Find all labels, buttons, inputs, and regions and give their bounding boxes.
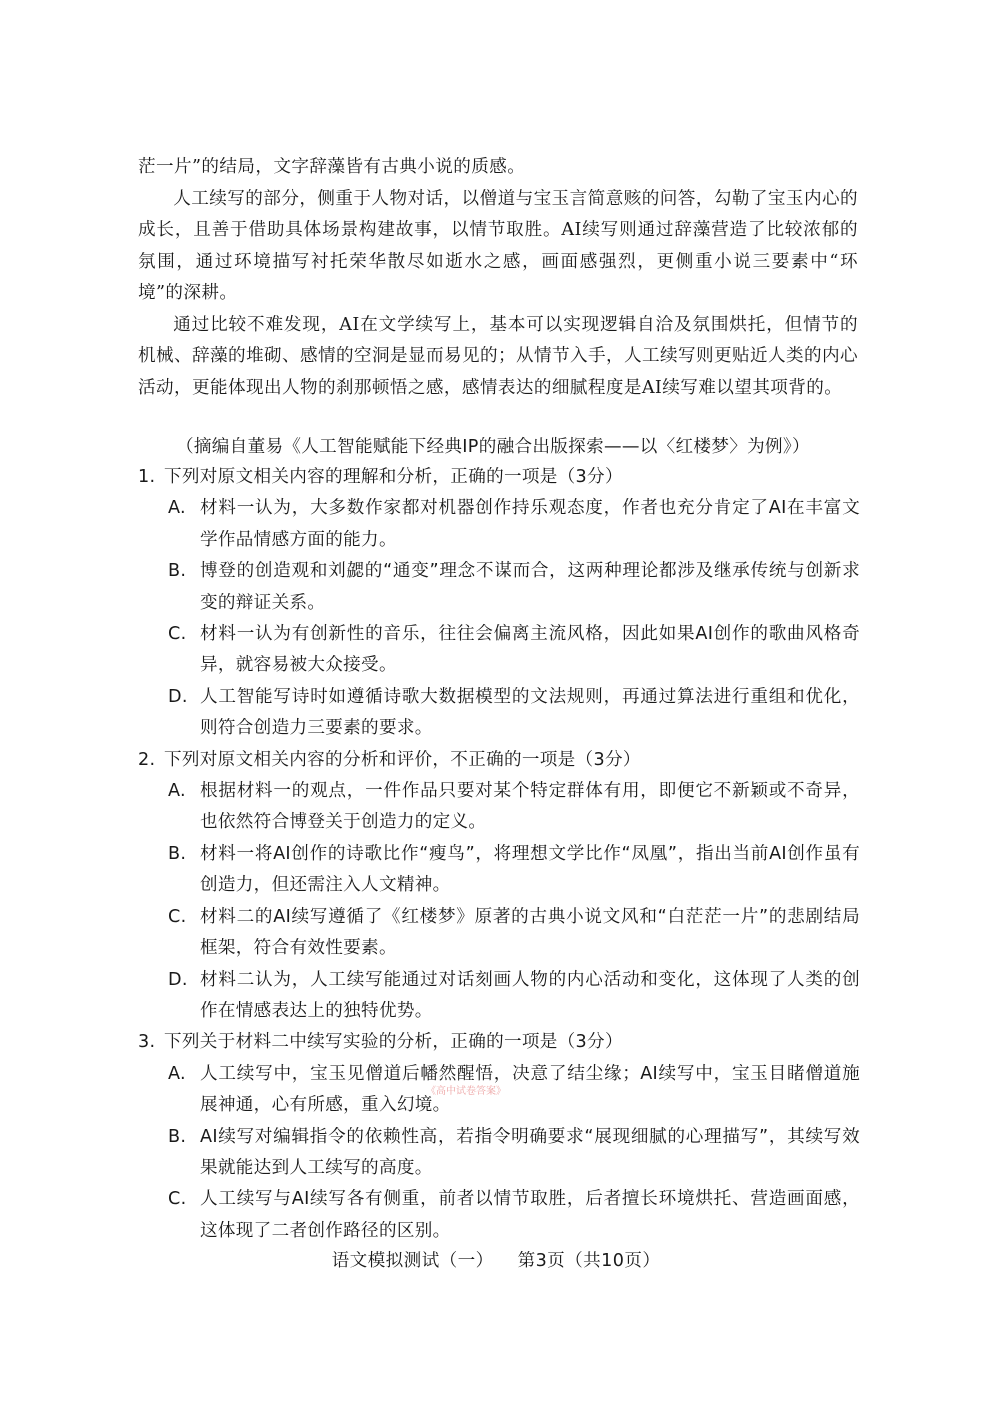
watermark: 《高中试卷答案》: [426, 1086, 506, 1097]
option-letter: A.: [168, 1063, 186, 1084]
option-b: [168, 556, 860, 619]
option-c: [168, 902, 860, 965]
page-number: 第3页（共10页）: [517, 1251, 661, 1271]
option-text: 材料一将AI创作的诗歌比作“瘦鸟”，将理想文学比作“凤凰”，指出当前AI创作虽有创造力，但还需注入人文精神。: [200, 843, 860, 896]
option-b: [168, 839, 860, 902]
option-text: 材料一认为有创新性的音乐，往往会偏离主流风格，因此如果AI创作的歌曲风格奇异，就容易被大众接受。: [200, 624, 860, 676]
option-text: 根据材料一的观点，一件作品只要对某个特定群体有用，即便它不新颖或不奇异，也依然符合博登关于创造力的定义。: [200, 781, 860, 833]
option-letter: C.: [168, 906, 187, 927]
option-text: 材料二的AI续写遵循了《红楼梦》原著的古典小说文风和“白茫茫一片”的悲剧结局框架，符合有效性要素。: [200, 906, 860, 959]
option-a: [168, 493, 860, 556]
option-letter: C.: [168, 624, 187, 645]
option-letter: B.: [168, 843, 187, 864]
option-d: [168, 682, 860, 745]
page-footer: [0, 1247, 992, 1272]
exam-title: 语文模拟测试（一）: [331, 1251, 494, 1271]
question-text: 下列对原文相关内容的理解和分析，正确的一项是（3分）: [164, 467, 623, 487]
option-text: 人工续写与AI续写各有侧重，前者以情节取胜，后者擅长环境烘托、营造画面感，这体现了二者创作路径的区别。: [200, 1189, 860, 1241]
question-stem: [138, 1027, 860, 1058]
source-citation: （摘编自董易《人工智能赋能下经典IP的融合出版探索——以〈红楼梦〉为例》）: [176, 437, 810, 457]
question-stem: [138, 745, 860, 776]
option-d: [168, 965, 860, 1028]
option-text: 人工智能写诗时如遵循诗歌大数据模型的文法规则，再通过算法进行重组和优化，则符合创造力三要素的要求。: [200, 686, 860, 739]
option-a: [168, 1059, 860, 1122]
option-letter: C.: [168, 1189, 187, 1210]
passage-paragraph: 人工续写的部分，侧重于人物对话，以僧道与宝玉言简意赅的问答，勾勒了宝玉内心的成长，且善于借助具体场景构建故事，以情节取胜。AI续写则通过辞藻营造了比较浓郁的氛围，通过环境描写衬托荣华散尽如逝水之感，画面感强烈，更侧重小说三要素中“环境”的深耕。: [138, 188, 858, 303]
option-text: 博登的创造观和刘勰的“通变”理念不谋而合，这两种理论都涉及继承传统与创新求变的辩证关系。: [200, 561, 860, 613]
question-list: [138, 462, 860, 1247]
option-text: AI续写对编辑指令的依赖性高，若指令明确要求“展现细腻的心理描写”，其续写效果就能达到人工续写的高度。: [200, 1126, 860, 1178]
question-text: 下列对原文相关内容的分析和评价，不正确的一项是（3分）: [164, 749, 641, 770]
option-c: [168, 619, 860, 682]
option-letter: A.: [168, 781, 186, 802]
question-stem: [138, 462, 860, 493]
option-text: 材料二认为，人工续写能通过对话刻画人物的内心活动和变化，这体现了人类的创作在情感表达上的独特优势。: [200, 969, 860, 1021]
option-text: 人工续写中，宝玉见僧道后幡然醒悟，决意了结尘缘；AI续写中，宝玉目睹僧道施展神通，心有所感，重入幻境。: [200, 1063, 860, 1116]
option-letter: D.: [168, 969, 188, 990]
passage-paragraph: 通过比较不难发现，AI在文学续写上，基本可以实现逻辑自洽及氛围烘托，但情节的机械、辞藻的堆砌、感情的空洞是显而易见的；从情节入手，人工续写则更贴近人类的内心活动，更能体现出人物的刹那顿悟之感，感情表达的细腻程度是AI续写难以望其项背的。: [138, 314, 858, 398]
question-number: 3.: [138, 1032, 156, 1053]
option-text: 材料一认为，大多数作家都对机器创作持乐观态度，作者也充分肯定了AI在丰富文学作品情感方面的能力。: [200, 498, 860, 550]
option-letter: B.: [168, 1126, 187, 1147]
option-a: [168, 776, 860, 839]
question-1: [138, 462, 860, 745]
option-letter: A.: [168, 498, 186, 519]
option-letter: B.: [168, 561, 187, 582]
question-text: 下列关于材料二中续写实验的分析，正确的一项是（3分）: [164, 1032, 623, 1053]
option-c: [168, 1184, 860, 1247]
question-3: [138, 1027, 860, 1247]
passage-paragraph: 茫一片”的结局，文字辞藻皆有古典小说的质感。: [138, 157, 526, 177]
option-letter: D.: [168, 686, 188, 707]
question-number: 1.: [138, 467, 156, 487]
reading-passage: [138, 152, 858, 404]
option-b: [168, 1122, 860, 1185]
question-number: 2.: [138, 749, 156, 770]
question-2: [138, 745, 860, 1028]
